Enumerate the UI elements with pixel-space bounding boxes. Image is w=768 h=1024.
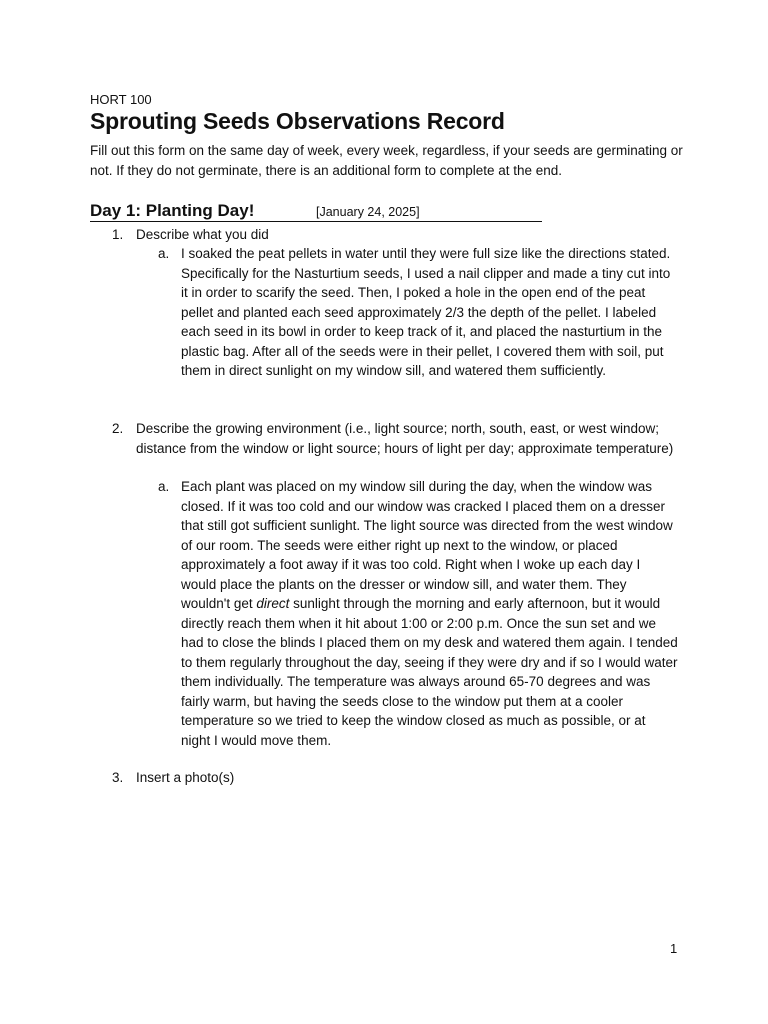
question-number: 1. bbox=[112, 227, 124, 242]
answer-emphasis: direct bbox=[256, 596, 290, 611]
answer-letter: a. bbox=[158, 246, 170, 261]
question-2 bbox=[112, 419, 682, 458]
page-title: Sprouting Seeds Observations Record bbox=[90, 108, 505, 134]
intro-paragraph: Fill out this form on the same day of week, every week, regardless, if your seeds are germinating or not. If they do not germinate, there is an additional form to complete at the end. bbox=[90, 143, 683, 178]
question-3 bbox=[112, 768, 682, 788]
question-text: Describe the growing environment (i.e., light source; north, south, east, or west window; distance from the window or light source; hours of light per day; approximate temperature) bbox=[136, 421, 674, 456]
question-number: 3. bbox=[112, 770, 124, 785]
page-number: 1 bbox=[670, 941, 678, 956]
question-1 bbox=[112, 225, 682, 245]
answer-text-part: sunlight through the morning and early afternoon, but it would directly reach them when it hit about 1:00 or 2:00 p.m. Once the sun set and we had to close the blinds I placed them on my desk and watered them again. I tended to them regularly throughout the day, seeing if they were dry and if so I would water them individually. The temperature was always around 65-70 degrees and was fairly warm, but having the seeds close to the window put them at a cooler temperature so we tried to keep the window closed as much as possible, or at night I would move them. bbox=[181, 596, 678, 748]
question-text: Describe what you did bbox=[136, 227, 269, 242]
day-heading: Day 1: Planting Day! bbox=[90, 201, 255, 220]
answer-1a bbox=[158, 244, 678, 381]
day-heading-line bbox=[90, 201, 542, 222]
answer-letter: a. bbox=[158, 479, 170, 494]
answer-2a bbox=[158, 477, 678, 750]
question-number: 2. bbox=[112, 421, 124, 436]
course-code: HORT 100 bbox=[90, 92, 152, 107]
answer-text: I soaked the peat pellets in water until they were full size like the directions stated. Specifically for the Nasturtium seeds, I used a nail clipper and made a tiny cut into it in order to scarify the seed. Then, I poked a hole in the open end of the peat pellet and planted each seed approximately 2/3 the depth of the pellet. I labeled each seed in its bowl in order to keep track of it, and placed the nasturtium in the plastic bag. After all of the seeds were in their pellet, I covered them with soil, put them in direct sunlight on my window sill, and watered them sufficiently. bbox=[181, 246, 671, 378]
answer-text bbox=[181, 477, 678, 750]
day-date: [January 24, 2025] bbox=[316, 205, 420, 219]
question-text: Insert a photo(s) bbox=[136, 770, 235, 785]
answer-text-part: Each plant was placed on my window sill during the day, when the window was closed. If it was too cold and our window was cracked I placed them on a dresser that still got sufficient sunlight. The light source was directed from the west window of our room. The seeds were either right up next to the window, or placed approximately a foot away if it was too cold. Right when I woke up each day I would place the plants on the dresser or window sill, and water them. They wouldn't get bbox=[181, 479, 673, 611]
